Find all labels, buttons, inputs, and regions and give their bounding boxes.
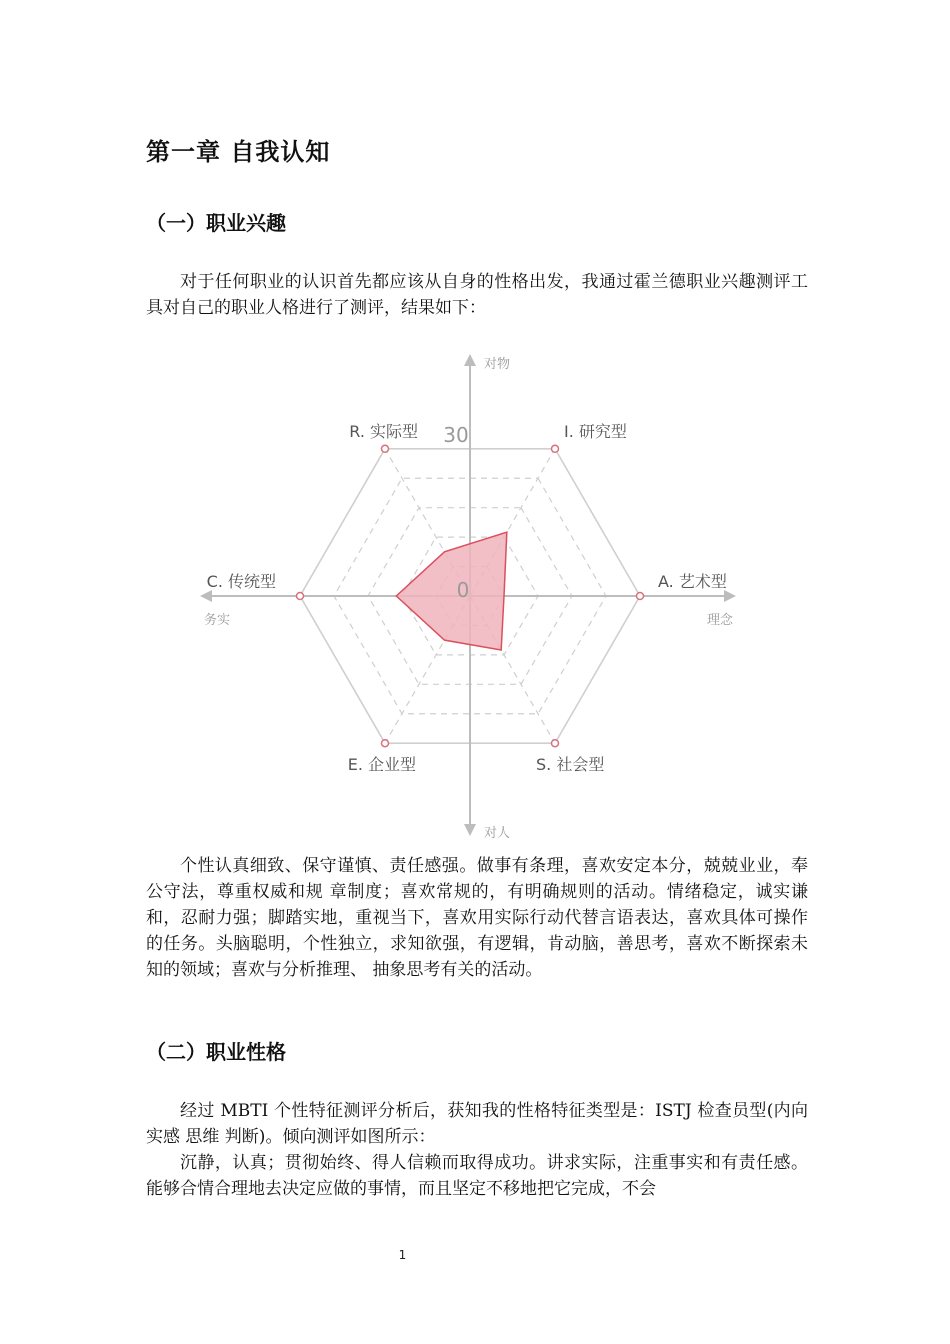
radar-labels bbox=[204, 356, 734, 841]
arrow-down-icon bbox=[464, 824, 476, 836]
direction-label-down: 对人 bbox=[484, 826, 511, 841]
radar-vertex-dot bbox=[297, 593, 304, 600]
direction-label-up: 对物 bbox=[484, 357, 511, 372]
mbti-paragraph: 经过 MBTI 个性特征测评分析后，获知我的性格特征类型是：ISTJ 检查员型(内向 实感 思维 判断)。倾向测评如图所示： bbox=[146, 1101, 808, 1147]
direction-label-right: 理念 bbox=[706, 613, 733, 628]
description-paragraph: 个性认真细致、保守谨慎、责任感强。做事有条理，喜欢安定本分，兢兢业业，奉公守法，尊重权威和规 章制度；喜欢常规的，有明确规则的活动。情绪稳定，诚实谦和，忍耐力强；脚踏实地，重视当下，喜欢用实际行动代替言语表达，喜欢具体可操作 的任务。头脑聪明，个性独立，求知欲强，有逻辑，肯动脑，善思考，喜欢不断探索未知的领域；喜欢与分析推理、 抽象思考有关的活动。 bbox=[146, 856, 808, 980]
ring-label-max: 30 bbox=[443, 423, 469, 447]
arrow-right-icon bbox=[724, 590, 736, 602]
arrow-left-icon bbox=[200, 590, 212, 602]
section-heading-career-interest: （一）职业兴趣 bbox=[146, 211, 286, 235]
axis-label: A. 艺术型 bbox=[658, 572, 727, 591]
axis-label: R. 实际型 bbox=[349, 422, 418, 441]
section-heading-career-personality: （二）职业性格 bbox=[146, 1040, 286, 1064]
istj-description-paragraph: 沉静，认真；贯彻始终、得人信赖而取得成功。讲求实际，注重事实和有责任感。能够合情合理地去决定应做的事情，而且坚定不移地把它完成，不会 bbox=[146, 1153, 808, 1199]
radar-vertex-dot bbox=[382, 740, 389, 747]
radar-series-area bbox=[396, 532, 507, 650]
chapter-title: 第一章 自我认知 bbox=[146, 138, 331, 166]
ring-label-min: 0 bbox=[456, 578, 470, 602]
axis-label: C. 传统型 bbox=[206, 572, 276, 591]
intro-paragraph: 对于任何职业的认识首先都应该从自身的性格出发，我通过霍兰德职业兴趣测评工具对自己的职业人格进行了测评，结果如下： bbox=[146, 272, 808, 318]
axis-label: S. 社会型 bbox=[536, 755, 605, 774]
page-number: 1 bbox=[398, 1248, 407, 1262]
direction-label-left: 务实 bbox=[204, 613, 231, 628]
axis-label: I. 研究型 bbox=[564, 422, 627, 441]
radar-vertex-dot bbox=[637, 593, 644, 600]
arrow-up-icon bbox=[464, 354, 476, 366]
radar-vertex-dot bbox=[552, 740, 559, 747]
radar-vertex-dot bbox=[382, 445, 389, 452]
axis-label: E. 企业型 bbox=[347, 755, 416, 774]
radar-vertex-dot bbox=[552, 445, 559, 452]
holland-radar-chart bbox=[196, 346, 748, 842]
